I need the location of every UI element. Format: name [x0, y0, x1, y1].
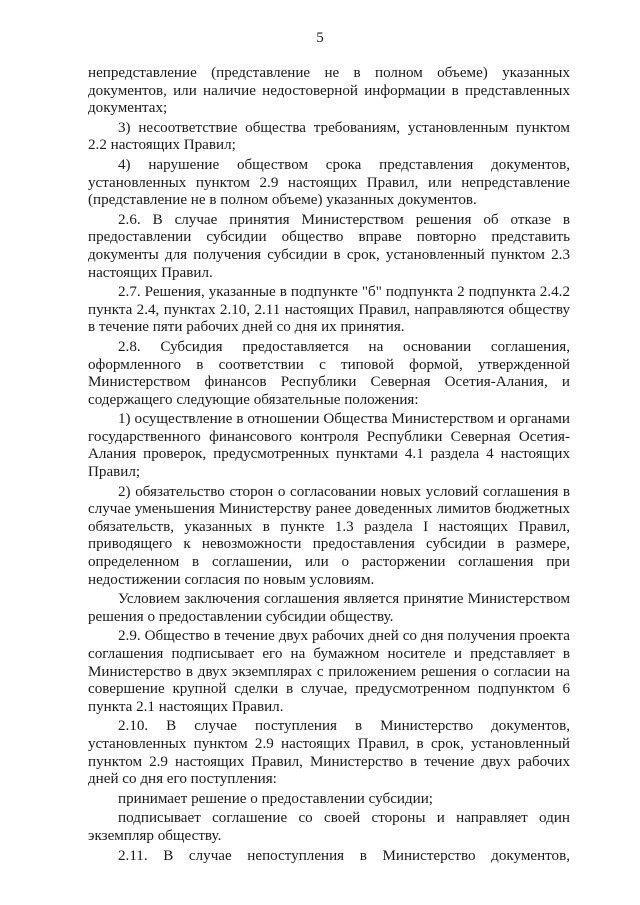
paragraph-2-9: 2.9. Общество в течение двух рабочих дней со дня получения проекта соглашения подписывает его на бумажном носителе и представляет в Министерство в двух экземплярах с приложением решения о согласии на совершение крупной сделки в случае, предусмотренном подпунктом 6 пункта 2.1 настоящих Правил.	[88, 628, 570, 715]
paragraph-2-11: 2.11. В случае непоступления в Министерство документов,	[118, 847, 570, 864]
paragraph-2-8-item-1: 1) осуществление в отношении Общества Министерством и органами государственного финансового контроля Республики Северная Осетия-Алания проверок, предусмотренных пунктами 4.1 раздела 4 настоящих Правил;	[88, 411, 570, 481]
paragraph-2-10-decision: принимает решение о предоставлении субсидии;	[118, 790, 433, 807]
paragraph-2-10-signing: подписывает соглашение со своей стороны и направляет один экземпляр обществу.	[88, 810, 570, 844]
paragraph-2-6: 2.6. В случае принятия Министерством решения об отказе в предоставлении субсидии общество вправе повторно представить документы для получения субсидии в срок, установленный пунктом 2.3 настоящих Правил.	[88, 211, 570, 281]
document-body	[88, 65, 570, 867]
paragraph-2-10: 2.10. В случае поступления в Министерство документов, установленных пунктом 2.9 настоящих Правил, в срок, установленный пунктом 2.9 настоящих Правил, Министерство в течение двух рабочих дней со дня его поступления:	[88, 718, 570, 788]
paragraph-2-7: 2.7. Решения, указанные в подпункте "б" подпункта 2 подпункта 2.4.2 пункта 2.4, пунктах 2.10, 2.11 настоящих Правил, направляются обществу в течение пяти рабочих дней со дня их принятия.	[88, 284, 570, 336]
paragraph-agreement-condition: Условием заключения соглашения является принятие Министерством решения о предоставлении субсидии обществу.	[88, 591, 570, 625]
paragraph-2-8-item-2: 2) обязательство сторон о согласовании новых условий соглашения в случае уменьшения Министерству ранее доведенных лимитов бюджетных обязательств, указанных в пункте 1.3 раздела I настоящих Правил, приводящего к невозможности предоставления субсидии в размере, определенном в соглашении, или о расторжении соглашения при недостижении согласия по новым условиям.	[88, 483, 570, 588]
paragraph-item-4: 4) нарушение обществом срока представления документов, установленных пунктом 2.9 настоящих Правил, или непредставление (представление не в полном объеме) указанных документов.	[88, 156, 570, 209]
paragraph-item-3: 3) несоответствие общества требованиям, установленным пунктом 2.2 настоящих Правил;	[88, 119, 570, 154]
paragraph-continuation: непредставление (представление не в полном объеме) указанных документов, или наличие недостоверной информации в представленных документах;	[88, 65, 570, 117]
page-number: 5	[316, 30, 324, 46]
paragraph-2-8: 2.8. Субсидия предоставляется на основании соглашения, оформленного в соответствии с типовой формой, утвержденной Министерством финансов Республики Северная Осетия-Алания, и содержащего следующие обязательные положения:	[88, 338, 570, 408]
